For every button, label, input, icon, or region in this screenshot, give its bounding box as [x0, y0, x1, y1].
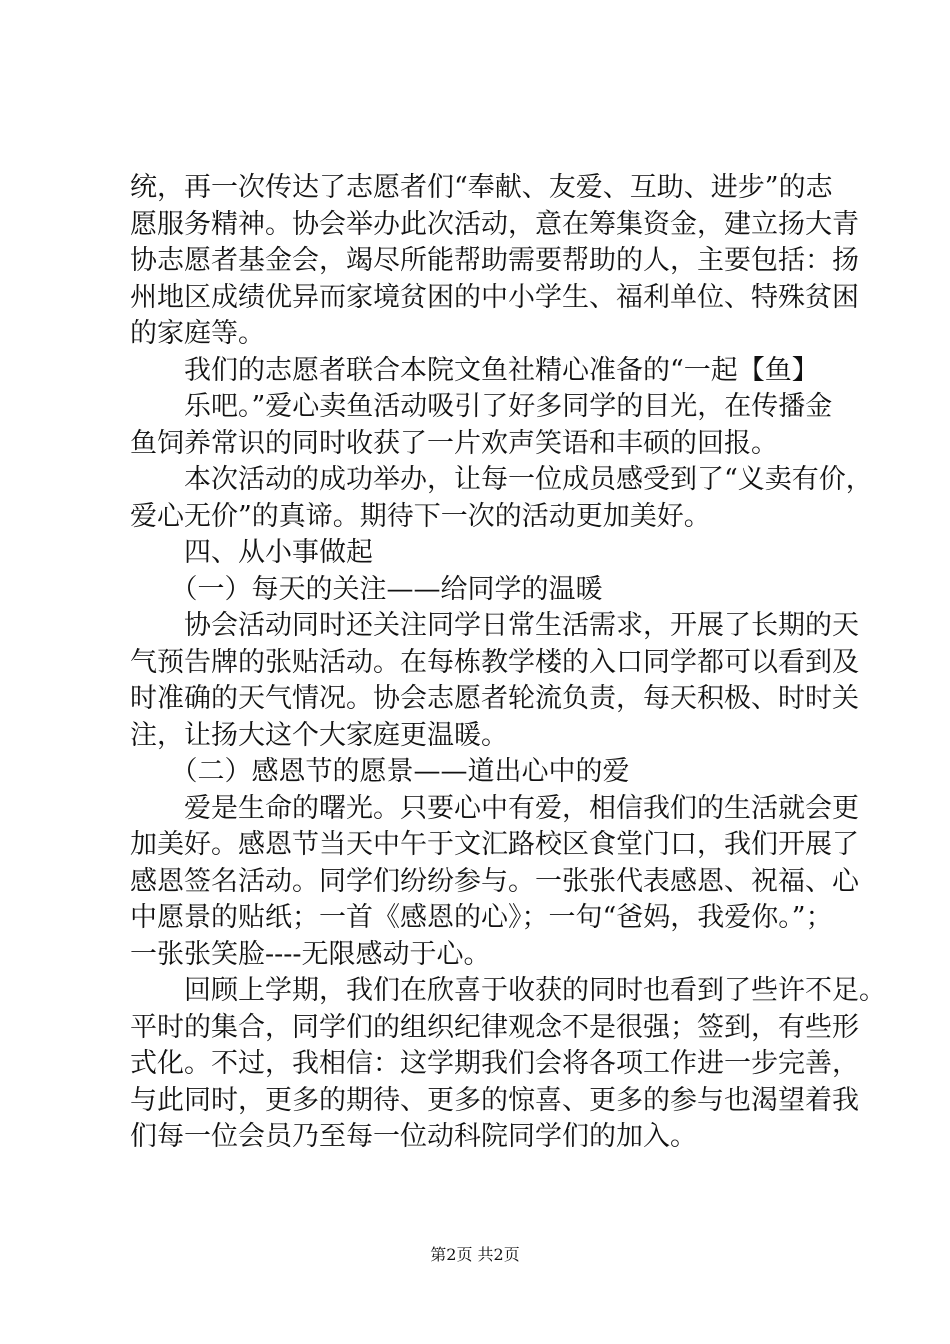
text-line: 时准确的天气情况。协会志愿者轮流负责，每天积极、时时关 — [130, 683, 859, 714]
text-line: 统，再一次传达了志愿者们“奉献、友爱、互助、进步”的志 — [130, 172, 833, 203]
subsection-heading: （一）每天的关注——给同学的温暖 — [130, 573, 603, 605]
text-line: 中愿景的贴纸；一首《感恩的心》；一句“爸妈，我爱你。”； — [130, 902, 833, 933]
text-line: 式化。不过，我相信：这学期我们会将各项工作进一步完善， — [130, 1048, 859, 1079]
section-heading: 四、从小事做起 — [130, 537, 373, 568]
text-line: 我们的志愿者联合本院文鱼社精心准备的“一起【鱼】 — [130, 354, 819, 386]
text-line: 回顾上学期，我们在欣喜于收获的同时也看到了些许不足。 — [130, 975, 886, 1006]
text-line: 感恩签名活动。同学们纷纷参与。一张张代表感恩、祝福、心 — [130, 865, 859, 897]
text-line: 乐吧。”爱心卖鱼活动吸引了好多同学的目光，在传播金 — [130, 391, 833, 422]
subsection-heading: （二）感恩节的愿景——道出心中的爱 — [130, 756, 630, 787]
text-line: 一张张笑脸----无限感动于心。 — [130, 938, 491, 970]
text-line: 气预告牌的张贴活动。在每栋教学楼的入口同学都可以看到及 — [130, 646, 859, 678]
text-line: 爱是生命的曙光。只要心中有爱，相信我们的生活就会更 — [130, 792, 859, 824]
text-line: 愿服务精神。协会举办此次活动，意在筹集资金，建立扬大青 — [130, 208, 859, 240]
text-line: 的家庭等。 — [130, 318, 265, 349]
page-number-footer: 第2页 共2页 — [430, 1245, 520, 1264]
text-line: 加美好。感恩节当天中午于文汇路校区食堂门口，我们开展了 — [130, 829, 859, 860]
text-line: 本次活动的成功举办，让每一位成员感受到了“义卖有价， — [130, 464, 873, 495]
body-text — [130, 170, 886, 1156]
text-line: 协会活动同时还关注同学日常生活需求，开展了长期的天 — [130, 610, 859, 641]
text-line: 州地区成绩优异而家境贫困的中小学生、福利单位、特殊贫困 — [130, 281, 859, 313]
text-line: 平时的集合，同学们的组织纪律观念不是很强；签到，有些形 — [130, 1011, 859, 1043]
text-line: 鱼饲养常识的同时收获了一片欢声笑语和丰硕的回报。 — [130, 427, 778, 459]
text-line: 与此同时，更多的期待、更多的惊喜、更多的参与也渴望着我 — [130, 1084, 859, 1116]
text-line: 注，让扬大这个大家庭更温暖。 — [130, 719, 508, 751]
text-line: 爱心无价”的真谛。期待下一次的活动更加美好。 — [130, 500, 711, 532]
text-line: 协志愿者基金会，竭尽所能帮助需要帮助的人，主要包括：扬 — [130, 245, 859, 276]
text-line: 们每一位会员乃至每一位动科院同学们的加入。 — [130, 1121, 697, 1152]
